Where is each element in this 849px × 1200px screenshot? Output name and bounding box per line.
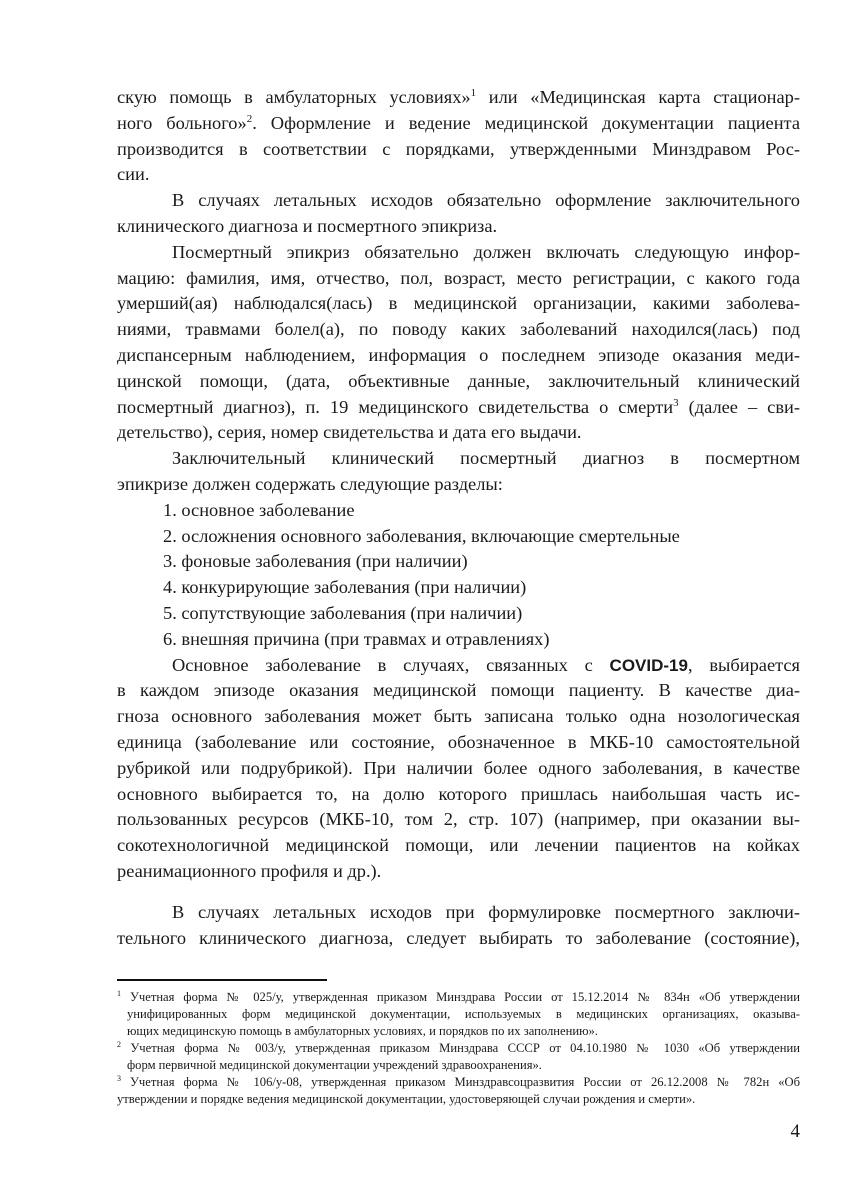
footnote-line xyxy=(117,1023,800,1040)
footnote-line xyxy=(117,1074,800,1091)
text-line xyxy=(117,188,800,214)
text-line xyxy=(117,214,800,240)
text-run: сокотехнологичной медицинской помощи, или лечении пациентов на койках xyxy=(117,835,800,856)
text-line xyxy=(117,240,800,266)
text-run: эпикризе должен содержать следующие разделы: xyxy=(117,473,503,494)
text-line xyxy=(117,498,800,524)
text-line xyxy=(117,369,800,395)
text-run: Основное заболевание в случаях, связанных с xyxy=(172,654,610,675)
text-run: 3. фоновые заболевания (при наличии) xyxy=(163,551,468,572)
text-run: Посмертный эпикриз обязательно должен включать следующую инфор- xyxy=(172,241,800,262)
text-run: скую помощь в амбулаторных условиях» xyxy=(117,87,471,107)
text-line xyxy=(117,524,800,550)
text-run: рубрикой или подрубрикой). При наличии более одного заболевания, в качестве xyxy=(117,757,800,778)
text-run: . Оформление и ведение медицинской документации пациента xyxy=(252,112,800,133)
text-run: реанимационного профиля и др.). xyxy=(117,860,382,881)
text-line xyxy=(117,395,800,421)
text-run: унифицированных форм медицинской документации, используемых в медицинских организациях, оказыва- xyxy=(127,1007,800,1021)
text-line xyxy=(117,859,800,885)
text-run: 1. основное заболевание xyxy=(163,499,355,520)
footnote-ref: 3 xyxy=(117,1073,121,1083)
text-line xyxy=(117,472,800,498)
footnotes xyxy=(117,989,800,1108)
text-line xyxy=(117,833,800,859)
text-line xyxy=(117,730,800,756)
text-run: мацию: фамилия, имя, отчество, пол, возраст, место регистрации, с какого года xyxy=(117,267,800,288)
text-run: утверждении и порядке ведения медицинской документации, удостоверяющей случаи рождения и смерти». xyxy=(117,1092,696,1106)
text-run: сии. xyxy=(117,164,150,185)
text-run: ниями, травмами болел(а), по поводу каких заболеваний находился(лась) под xyxy=(117,319,800,340)
text-line xyxy=(117,678,800,704)
footnote-separator xyxy=(117,979,327,981)
text-run: 5. сопутствующие заболевания (при наличии) xyxy=(163,602,523,623)
text-line xyxy=(117,162,800,188)
text-run: 2. осложнения основного заболевания, включающие смертельные xyxy=(163,525,680,546)
text-run: в каждом эпизоде оказания медицинской помощи пациенту. В качестве диа- xyxy=(117,680,800,701)
text-line xyxy=(117,446,800,472)
footnote-ref: 1 xyxy=(117,988,121,998)
text-run: ющих медицинскую помощь в амбулаторных условиях, и порядков по их заполнению». xyxy=(127,1024,598,1038)
footnote-line xyxy=(117,989,800,1006)
text-run: Учетная форма № 003/у, утвержденная приказом Минздрава СССР от 04.10.1980 № 1030 «Об утверждении xyxy=(121,1041,800,1055)
text-line xyxy=(117,317,800,343)
text-run: ного больного» xyxy=(117,112,247,133)
text-run: 6. внешняя причина (при травмах и отравлениях) xyxy=(163,628,550,649)
text-run: форм первичной медицинской документации учреждений здравоохранения». xyxy=(127,1058,542,1072)
text-run: (далее – сви- xyxy=(678,396,800,417)
text-line xyxy=(117,704,800,730)
text-line xyxy=(117,291,800,317)
text-line xyxy=(117,85,800,111)
text-run: тельного клинического диагноза, следует выбирать то заболевание (состояние), xyxy=(117,927,800,948)
text-run: или «Медицинская карта стационар- xyxy=(476,87,800,107)
text-line xyxy=(117,653,800,679)
text-line xyxy=(117,900,800,926)
text-line xyxy=(117,266,800,292)
text-run: , выбирается xyxy=(687,654,800,675)
page-number: 4 xyxy=(790,1121,800,1142)
text-run: производится в соответствии с порядками, утвержденными Минздравом Рос- xyxy=(117,138,800,159)
footnote-ref: 2 xyxy=(117,1039,121,1049)
text-line xyxy=(117,926,800,952)
footnote-line xyxy=(117,1040,800,1057)
text-run: цинской помощи, (дата, объективные данные, заключительный клинический xyxy=(117,370,800,391)
text-line xyxy=(117,111,800,137)
text-line xyxy=(117,627,800,653)
footnote-ref: 3 xyxy=(673,396,679,409)
text-line xyxy=(117,575,800,601)
text-line xyxy=(117,601,800,627)
text-run: единица (заболевание или состояние, обозначенное в МКБ-10 самостоятельной xyxy=(117,731,800,752)
text-line xyxy=(117,549,800,575)
text-run: детельство), серия, номер свидетельства и дата его выдачи. xyxy=(117,422,582,443)
text-line xyxy=(117,420,800,446)
text-run: пользованных ресурсов (МКБ-10, том 2, стр. 107) (например, при оказании вы- xyxy=(117,809,800,830)
text-line xyxy=(117,782,800,808)
text-run: посмертный диагноз), п. 19 медицинского свидетельства о смерти xyxy=(117,396,674,417)
footnote-ref: 1 xyxy=(470,86,477,99)
text-run: 4. конкурирующие заболевания (при наличии) xyxy=(163,577,527,598)
text-line xyxy=(117,807,800,833)
text-run: Заключительный клинический посмертный диагноз в посмертном xyxy=(172,448,800,469)
text-line xyxy=(117,137,800,163)
footnote-line xyxy=(117,1057,800,1074)
text-run: клинического диагноза и посмертного эпикриза. xyxy=(117,215,498,236)
text-run: диспансерным наблюдением, информация о последнем эпизоде оказания меди- xyxy=(117,344,800,365)
text-run: Учетная форма № 025/у, утвержденная приказом Минздрава России от 15.12.2014 № 834н «Об утверждении xyxy=(121,990,800,1004)
text-run: гноза основного заболевания может быть записана только одна нозологическая xyxy=(117,706,800,727)
text-run: умерший(ая) наблюдался(лась) в медицинской организации, какими заболева- xyxy=(117,293,800,314)
text-line xyxy=(117,343,800,369)
text-run: В случаях летальных исходов при формулировке посмертного заключи- xyxy=(172,901,800,922)
text-run: Учетная форма № 106/у-08, утвержденная приказом Минздравсоцразвития России от 26.12.2008 № 782н «Об xyxy=(121,1075,800,1089)
footnote-line xyxy=(117,1091,800,1108)
text-run: COVID-19 xyxy=(609,655,688,675)
body-text xyxy=(117,85,800,951)
footnote-ref: 2 xyxy=(246,112,253,125)
text-run: основного выбирается то, на долю которого пришлась наибольшая часть ис- xyxy=(117,783,800,804)
text-line xyxy=(117,756,800,782)
footnote-line xyxy=(117,1006,800,1023)
text-run: В случаях летальных исходов обязательно оформление заключительного xyxy=(172,190,800,211)
